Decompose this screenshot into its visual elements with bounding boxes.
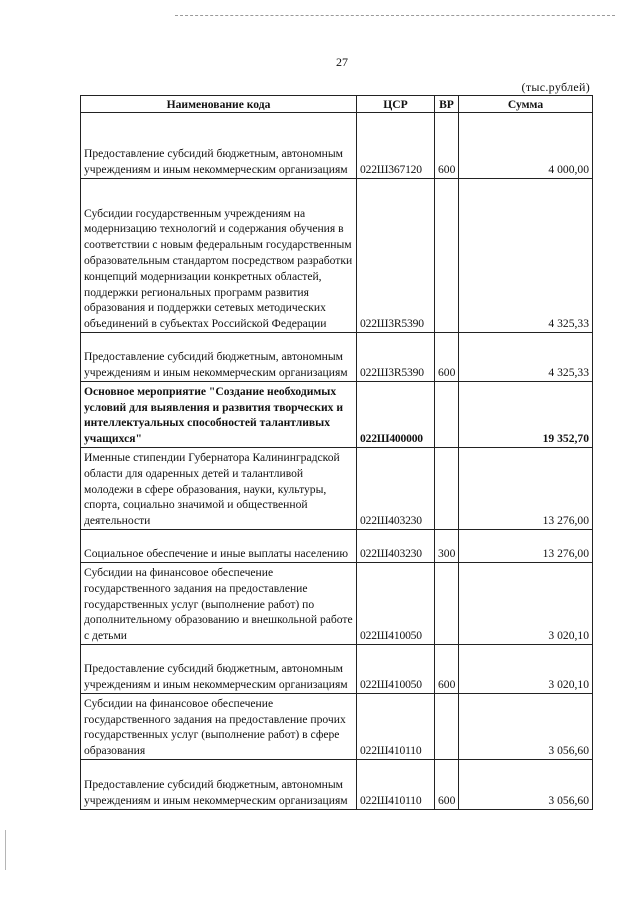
row-vr-cell: 300 [435,530,459,563]
row-name-cell: Субсидии государственным учреждениям на модернизацию технологий и содержания обучения в соответствии с новым федеральным государственным образовательным стандартом посредством разработки концепций модернизации конкретных областей, поддержки региональных программ развития образования и поддержки сетевых методических объединений в субъектах Российской Федерации [81,179,357,333]
table-row [81,645,593,694]
table-row [81,333,593,382]
row-name-cell: Социальное обеспечение и иные выплаты населению [81,530,357,563]
row-vr-cell: 600 [435,333,459,382]
header-sum: Сумма [459,96,593,113]
page-number: 27 [336,55,348,69]
header-vr: ВР [435,96,459,113]
row-csr-cell: 022Ш410050 [357,563,435,645]
row-name-cell: Предоставление субсидий бюджетным, автономным учреждениям и иным некоммерческим организациям [81,113,357,179]
row-sum-cell: 4 000,00 [459,113,593,179]
row-csr-cell: 022Ш403230 [357,530,435,563]
table-row [81,448,593,530]
table-row [81,530,593,563]
table-row [81,113,593,179]
row-csr-cell: 022Ш403230 [357,448,435,530]
row-sum-cell: 13 276,00 [459,448,593,530]
row-vr-cell [435,382,459,448]
row-vr-cell: 600 [435,645,459,694]
row-vr-cell [435,563,459,645]
row-vr-cell [435,448,459,530]
row-name-cell: Предоставление субсидий бюджетным, автономным учреждениям и иным некоммерческим организациям [81,760,357,810]
row-sum-cell: 19 352,70 [459,382,593,448]
row-vr-cell: 600 [435,760,459,810]
row-csr-cell: 022Ш367120 [357,113,435,179]
table-row [81,760,593,810]
scan-edge-mark [5,830,6,870]
row-sum-cell: 13 276,00 [459,530,593,563]
row-csr-cell: 022Ш410110 [357,694,435,760]
units-note: (тыс.рублей) [521,80,590,94]
row-name-cell: Субсидии на финансовое обеспечение государственного задания на предоставление прочих государственных услуг (выполнение работ) в сфере образования [81,694,357,760]
table-row [81,179,593,333]
row-sum-cell: 3 020,10 [459,645,593,694]
row-sum-cell: 3 056,60 [459,694,593,760]
table-row [81,382,593,448]
row-name-cell: Основное мероприятие "Создание необходимых условий для выявления и развития творческих и интеллектуальных способностей талантливых учащихся" [81,382,357,448]
row-sum-cell: 3 020,10 [459,563,593,645]
table-header-row [81,96,593,113]
row-sum-cell: 4 325,33 [459,333,593,382]
budget-table [80,95,593,810]
row-name-cell: Субсидии на финансовое обеспечение государственного задания на предоставление государственных услуг (выполнение работ) по дополнительному образованию и внешкольной работе с детьми [81,563,357,645]
row-csr-cell: 022Ш3R5390 [357,333,435,382]
scan-edge-line [175,15,615,16]
row-name-cell: Именные стипендии Губернатора Калининградской области для одаренных детей и талантливой молодежи в сфере образования, науки, культуры, спорта, социально значимой и общественной деятельности [81,448,357,530]
header-name: Наименование кода [81,96,357,113]
row-vr-cell: 600 [435,113,459,179]
row-csr-cell: 022Ш410110 [357,760,435,810]
table-row [81,694,593,760]
row-vr-cell [435,694,459,760]
row-name-cell: Предоставление субсидий бюджетным, автономным учреждениям и иным некоммерческим организациям [81,645,357,694]
row-csr-cell: 022Ш410050 [357,645,435,694]
row-csr-cell: 022Ш3R5390 [357,179,435,333]
row-name-cell: Предоставление субсидий бюджетным, автономным учреждениям и иным некоммерческим организациям [81,333,357,382]
table-row [81,563,593,645]
row-sum-cell: 4 325,33 [459,179,593,333]
row-csr-cell: 022Ш400000 [357,382,435,448]
row-vr-cell [435,179,459,333]
row-sum-cell: 3 056,60 [459,760,593,810]
header-csr: ЦСР [357,96,435,113]
